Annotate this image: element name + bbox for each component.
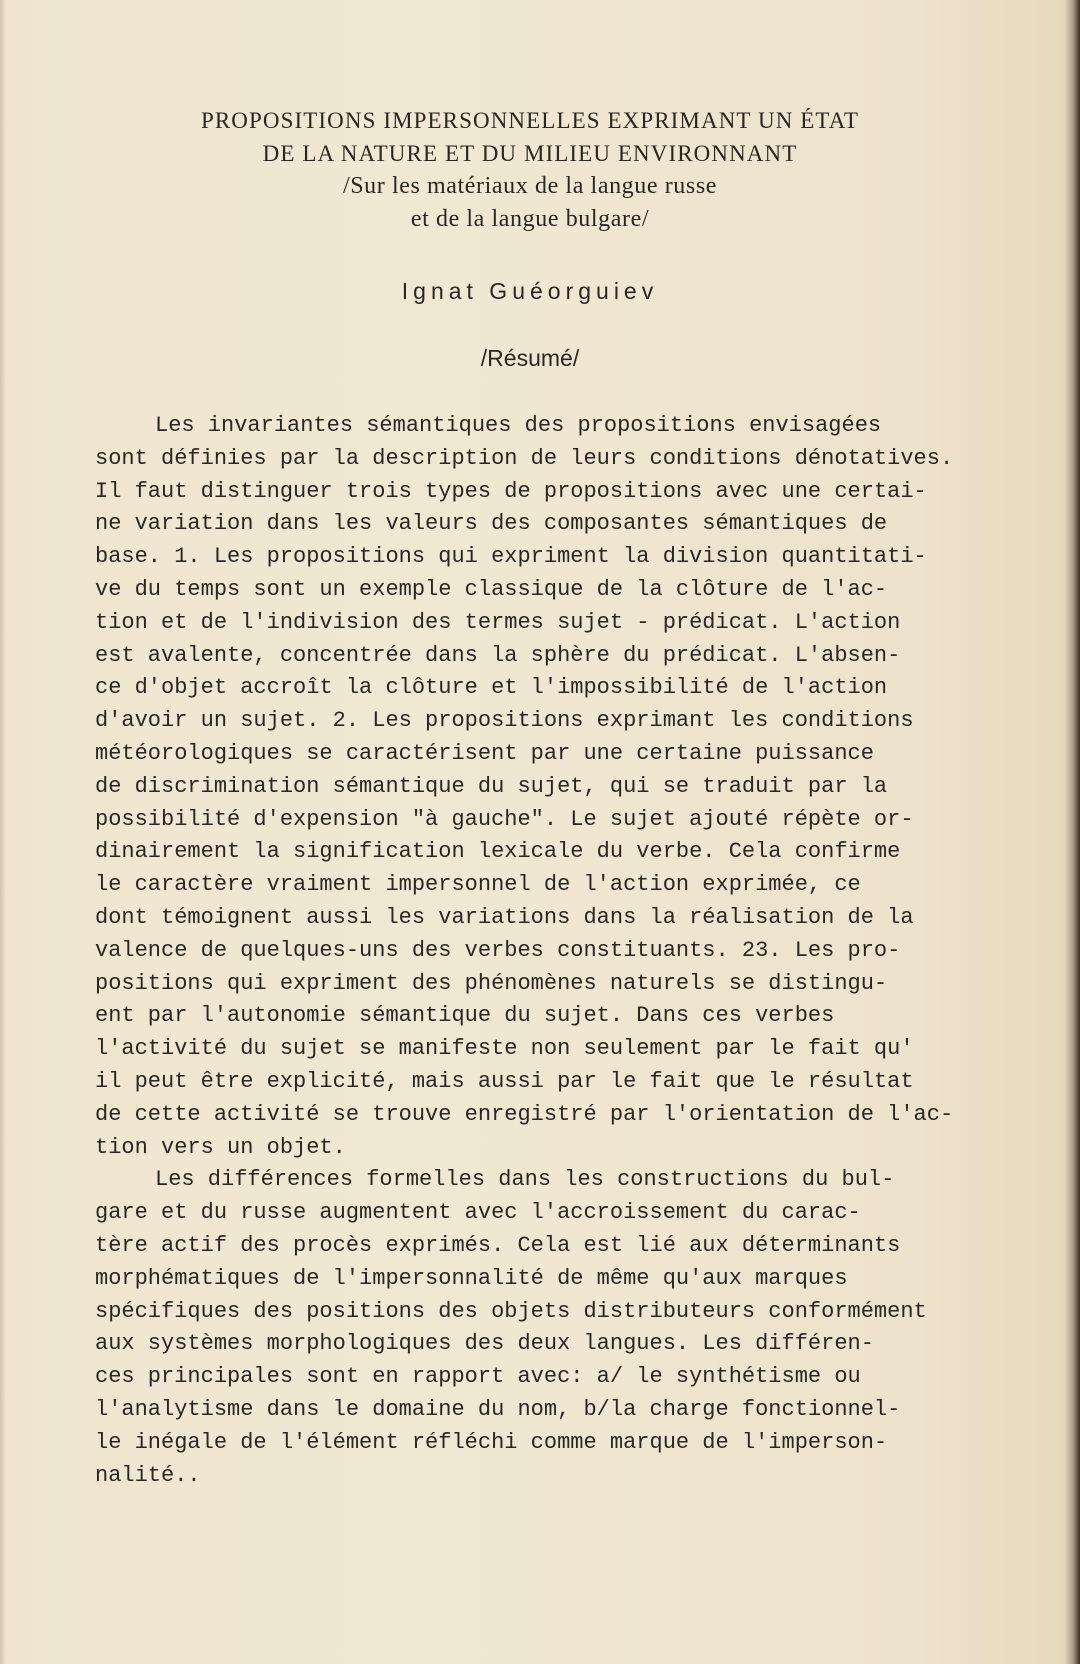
article-header [140,104,920,236]
text-line: sont définies par la description de leurs conditions dénotatives. [95,445,954,471]
text-line: Les invariantes sémantiques des propositions envisagées [155,413,882,438]
text-line: ent par l'autonomie sémantique du sujet. Dans ces verbes [95,1003,835,1029]
text-line: base. 1. Les propositions qui expriment la division quantitati- [95,544,927,570]
text-line: de cette activité se trouve enregistré par l'orientation de l'ac- [95,1101,954,1127]
text-line: d'avoir un sujet. 2. Les propositions exprimant les conditions [95,708,914,734]
page-binding-shadow [1064,0,1080,1664]
text-line: dont témoignent aussi les variations dans la réalisation de la [95,904,914,930]
text-line: positions qui expriment des phénomènes naturels se distingu- [95,970,888,996]
text-line: est avalente, concentrée dans la sphère du prédicat. L'absen- [95,642,901,668]
text-line: tère actif des procès exprimés. Cela est lié aux déterminants [95,1232,901,1258]
text-line: ve du temps sont un exemple classique de la clôture de l'ac- [95,576,888,602]
text-line: le caractère vraiment impersonnel de l'action exprimée, ce [95,872,861,898]
text-line: spécifiques des positions des objets distributeurs conformément [95,1298,927,1324]
text-line: possibilité d'expension "à gauche". Le sujet ajouté répète or- [95,806,914,832]
text-line: tion vers un objet. [95,1134,346,1160]
text-line: l'analytisme dans le domaine du nom, b/la charge fonctionnel- [95,1396,901,1422]
text-line: tion et de l'indivision des termes sujet - prédicat. L'action [95,609,901,635]
page-left-edge [0,0,6,1664]
title-line-1: PROPOSITIONS IMPERSONNELLES EXPRIMANT UN ÉTAT [200,108,860,133]
text-line: aux systèmes morphologiques des deux langues. Les différen- [95,1331,874,1357]
text-line: ce d'objet accroît la clôture et l'impossibilité de l'action [95,675,888,701]
text-line: dinairement la signification lexicale du verbe. Cela confirme [95,839,901,865]
author-name: Ignat Guéorguiev [401,278,659,304]
text-line: de discrimination sémantique du sujet, qui se traduit par la [95,773,888,799]
text-line: nalité.. [95,1462,201,1488]
text-line: morphématiques de l'impersonnalité de même qu'aux marques [95,1265,848,1291]
text-line: il peut être explicité, mais aussi par le fait que le résultat [95,1068,914,1094]
text-line: ne variation dans les valeurs des composantes sémantiques de [95,511,888,537]
subtitle-line-2: et de la langue bulgare/ [410,206,650,232]
title-line-2: DE LA NATURE ET DU MILIEU ENVIRONNANT [262,141,798,166]
text-line: Les différences formelles dans les constructions du bul- [155,1167,895,1193]
abstract-body [95,410,995,1492]
text-line: Il faut distinguer trois types de propositions avec une certai- [95,478,927,504]
section-label: /Résumé/ [480,345,580,371]
text-line: météorologiques se caractérisent par une certaine puissance [95,740,874,766]
text-line: gare et du russe augmentent avec l'accroissement du carac- [95,1200,861,1226]
text-line: le inégale de l'élément réfléchi comme marque de l'imperson- [95,1429,888,1455]
text-line: ces principales sont en rapport avec: a/ le synthétisme ou [95,1364,861,1390]
subtitle-line-1: /Sur les matériaux de la langue russe [342,173,718,199]
text-line: l'activité du sujet se manifeste non seulement par le fait qu' [95,1036,914,1062]
text-line: valence de quelques-uns des verbes constituants. 23. Les pro- [95,937,901,963]
